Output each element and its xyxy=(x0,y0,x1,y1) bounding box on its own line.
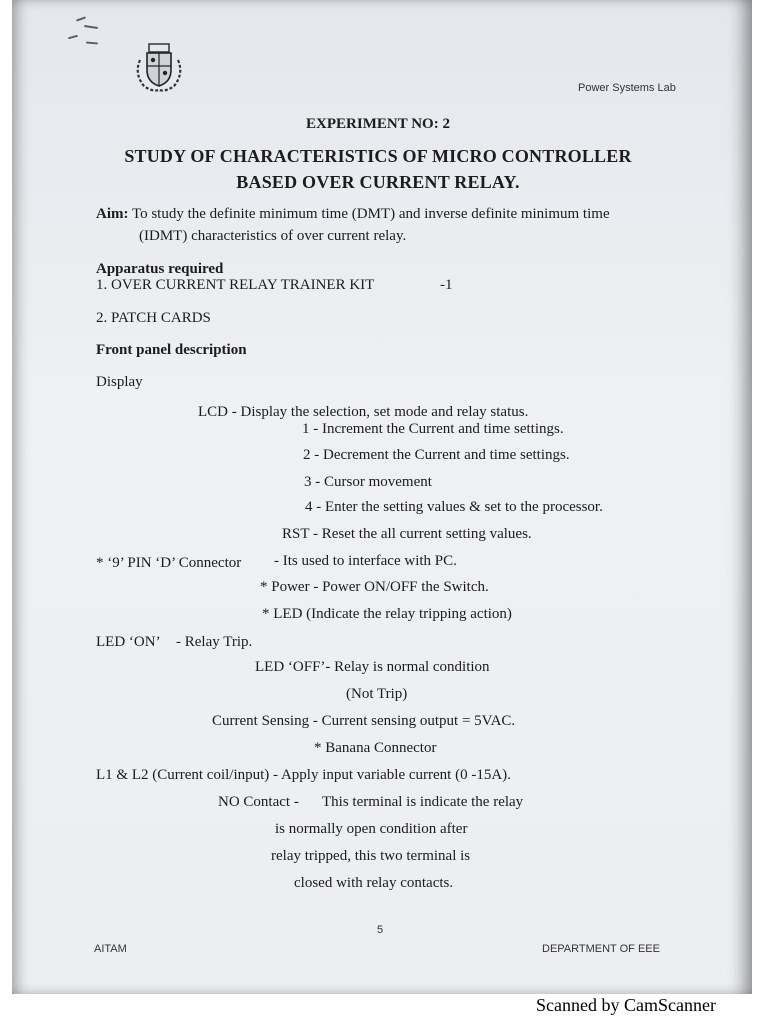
page-number: 5 xyxy=(377,924,384,936)
apparatus-item-2: 2. PATCH CARDS xyxy=(96,310,211,326)
d-connector-label: * ‘9’ PIN ‘D’ Connector xyxy=(96,555,242,571)
led-description: * LED (Indicate the relay tripping action) xyxy=(262,606,512,622)
scanned-page xyxy=(12,0,752,994)
banana-connector-label: * Banana Connector xyxy=(314,740,437,756)
apparatus-item-1: 1. OVER CURRENT RELAY TRAINER KIT xyxy=(96,277,375,293)
led-on-label: LED ‘ON’ xyxy=(96,634,161,650)
lcd-description: LCD - Display the selection, set mode and relay status. xyxy=(198,404,529,420)
scanner-watermark: Scanned by CamScanner xyxy=(536,995,716,1015)
pen-mark xyxy=(86,41,98,44)
college-crest-icon xyxy=(130,42,188,94)
display-label: Display xyxy=(96,374,143,390)
not-trip-text: (Not Trip) xyxy=(346,686,408,702)
experiment-title-line2: BASED OVER CURRENT RELAY. xyxy=(236,172,520,192)
lab-name: Power Systems Lab xyxy=(578,82,676,94)
current-sensing-description: Current Sensing - Current sensing output = 5VAC. xyxy=(212,713,516,729)
apparatus-item-1-qty: -1 xyxy=(440,277,453,293)
no-contact-line4: closed with relay contacts. xyxy=(294,875,454,891)
l1-l2-description: L1 & L2 (Current coil/input) - Apply input variable current (0 -15A). xyxy=(96,767,511,783)
no-contact-line3: relay tripped, this two terminal is xyxy=(271,848,471,864)
no-contact-line2: is normally open condition after xyxy=(275,821,468,837)
led-on-description: - Relay Trip. xyxy=(176,634,253,650)
front-panel-heading: Front panel description xyxy=(96,342,247,358)
aim-text: To study the definite minimum time (DMT) and inverse definite minimum time xyxy=(131,206,610,222)
key-3-description: 3 - Cursor movement xyxy=(304,474,432,490)
aim-line2: (IDMT) characteristics of over current relay. xyxy=(139,228,407,244)
aim-line1 xyxy=(96,206,610,223)
apparatus-heading: Apparatus required xyxy=(96,261,224,277)
pen-mark xyxy=(76,16,86,21)
experiment-number: EXPERIMENT NO: 2 xyxy=(306,116,450,132)
footer-department: DEPARTMENT OF EEE xyxy=(542,943,660,955)
pen-mark xyxy=(68,35,78,40)
key-4-description: 4 - Enter the setting values & set to the processor. xyxy=(305,499,603,515)
d-connector-description: - Its used to interface with PC. xyxy=(274,553,457,569)
key-1-description: 1 - Increment the Current and time settings. xyxy=(302,421,564,437)
no-contact-label: NO Contact - xyxy=(218,794,299,810)
footer-institute: AITAM xyxy=(94,943,127,955)
led-off-description: LED ‘OFF’- Relay is normal condition xyxy=(255,659,490,675)
no-contact-line1: This terminal is indicate the relay xyxy=(322,794,524,810)
key-2-description: 2 - Decrement the Current and time settings. xyxy=(303,447,570,463)
power-description: * Power - Power ON/OFF the Switch. xyxy=(260,579,489,595)
rst-description: RST - Reset the all current setting values. xyxy=(282,526,532,542)
aim-label: Aim: xyxy=(96,206,129,222)
pen-mark xyxy=(84,25,98,29)
experiment-title-line1: STUDY OF CHARACTERISTICS OF MICRO CONTROLLER xyxy=(124,146,632,166)
